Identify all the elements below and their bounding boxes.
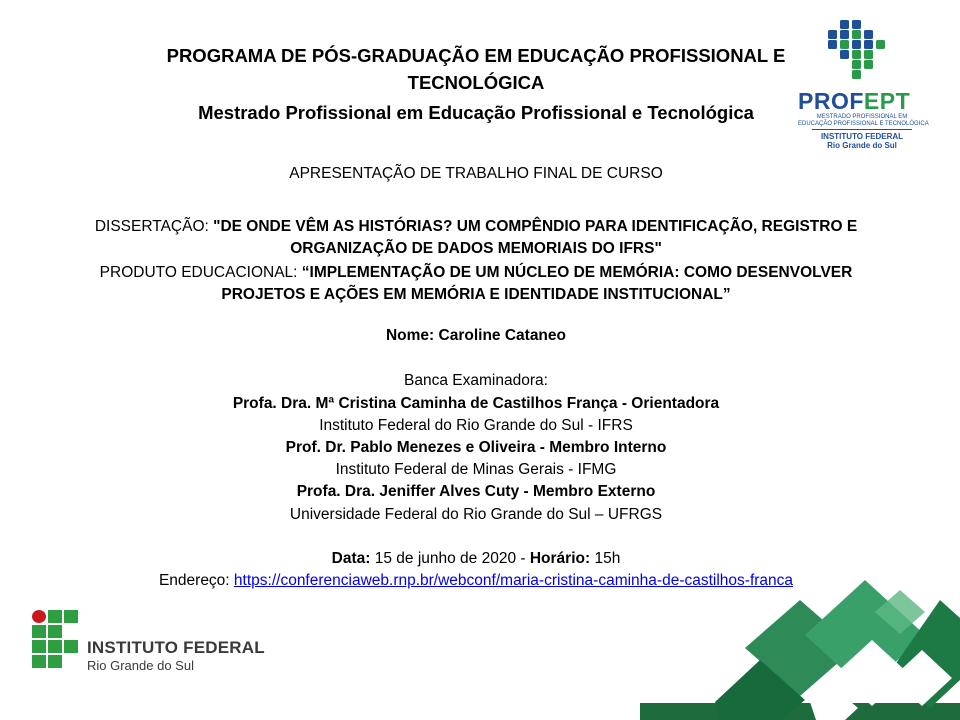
profept-campus: Rio Grande do Sul	[827, 141, 897, 150]
committee-member-name: Profa. Dra. Mª Cristina Caminha de Castilhos França - Orientadora	[232, 395, 720, 412]
address-label: Endereço:	[158, 572, 234, 589]
product-line1	[0, 262, 952, 284]
date-label: Data:	[331, 550, 371, 567]
dissertation-title-1: "DE ONDE VÊM AS HISTÓRIAS? UM COMPÊNDIO PARA IDENTIFICAÇÃO, REGISTRO E	[213, 218, 858, 235]
product-title-2: PROJETOS E AÇÕES EM MEMÓRIA E IDENTIDADE INSTITUCIONAL”	[221, 286, 731, 303]
profept-divider	[812, 129, 912, 130]
decorative-green-shapes	[640, 580, 960, 720]
dissertation-label: DISSERTAÇÃO:	[94, 218, 214, 235]
committee-label: Banca Examinadora:	[404, 372, 548, 389]
profept-wordmark: PROFEPT	[798, 88, 911, 114]
schedule	[0, 548, 952, 570]
program-subtitle: Mestrado Profissional em Educação Profissional e Tecnológica	[198, 102, 754, 123]
committee-member-institution: Instituto Federal do Rio Grande do Sul - IFRS	[319, 417, 633, 434]
dissertation-line1	[0, 216, 952, 238]
committee-member-name: Prof. Dr. Pablo Menezes e Oliveira - Membro Interno	[285, 439, 667, 456]
profept-institution: INSTITUTO FEDERAL	[820, 132, 904, 141]
instituto-federal-logo	[32, 610, 272, 674]
committee-member-name: Profa. Dra. Jeniffer Alves Cuty - Membro Externo	[296, 483, 656, 500]
product-title-1: “IMPLEMENTAÇÃO DE UM NÚCLEO DE MEMÓRIA: COMO DESENVOLVER	[301, 264, 853, 281]
if-logo-campus: Rio Grande do Sul	[87, 658, 194, 673]
time-label: Horário:	[529, 550, 591, 567]
dissertation-title-2: ORGANIZAÇÃO DE DADOS MEMORIAIS DO IFRS"	[290, 240, 662, 257]
profept-subtitle-2: EDUCAÇÃO PROFISSIONAL E TECNOLÓGICA	[798, 121, 929, 127]
student-name: Nome: Caroline Cataneo	[385, 327, 566, 344]
date-value: 15 de junho de 2020 -	[370, 550, 530, 567]
bottom-green-band	[640, 703, 960, 720]
profept-subtitle-1: MESTRADO PROFISSIONAL EM	[816, 114, 908, 120]
program-title-line2: TECNOLÓGICA	[407, 72, 545, 93]
if-logo-name: INSTITUTO FEDERAL	[87, 638, 265, 657]
conference-link[interactable]: https://conferenciaweb.rnp.br/webconf/maria-cristina-caminha-de-castilhos-franca	[233, 572, 794, 589]
time-value: 15h	[590, 550, 621, 567]
product-label: PRODUTO EDUCACIONAL:	[99, 264, 302, 281]
committee-member-institution: Universidade Federal do Rio Grande do Sul – UFRGS	[289, 506, 663, 523]
program-title-line1: PROGRAMA DE PÓS-GRADUAÇÃO EM EDUCAÇÃO PROFISSIONAL E	[166, 45, 786, 66]
presentation-title: APRESENTAÇÃO DE TRABALHO FINAL DE CURSO	[289, 165, 663, 182]
committee-member-institution: Instituto Federal de Minas Gerais - IFMG	[335, 461, 617, 478]
white-diamond-shape	[810, 684, 858, 720]
